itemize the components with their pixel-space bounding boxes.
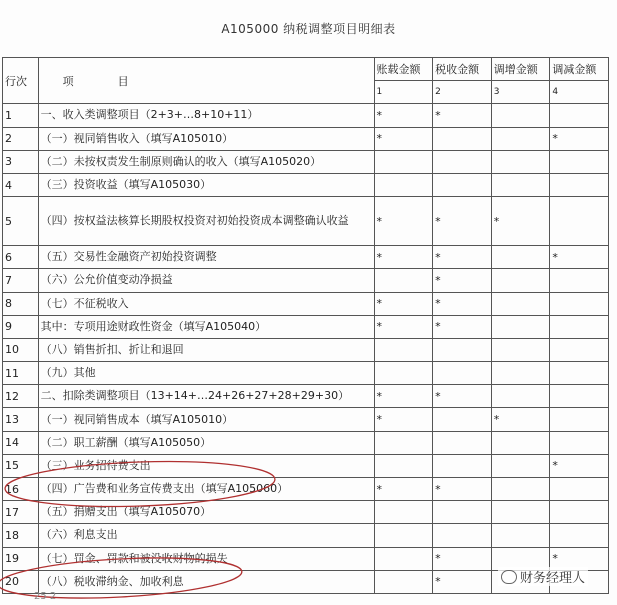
row-item: （二）未按权责发生制原则确认的收入（填写A105020）	[38, 150, 374, 173]
cell-col-1	[374, 570, 433, 593]
header-col-4: 调减金额	[550, 58, 609, 81]
table-row	[3, 104, 609, 127]
header-row-no: 行次	[3, 58, 39, 104]
cell-col-2: *	[433, 269, 492, 292]
row-item: （四）按权益法核算长期股权投资对初始投资成本调整确认收益	[38, 197, 374, 246]
row-item: （七）罚金、罚款和被没收财物的损失	[38, 547, 374, 570]
row-number: 10	[3, 338, 39, 361]
cell-col-2	[433, 127, 492, 150]
row-number: 15	[3, 454, 39, 477]
cell-col-2	[433, 431, 492, 454]
row-item: （四）广告费和业务宣传费支出（填写A105060）	[38, 478, 374, 501]
table-row	[3, 338, 609, 361]
cell-col-3	[491, 385, 550, 408]
cell-col-3	[491, 431, 550, 454]
cell-col-4	[550, 269, 609, 292]
table-row	[3, 127, 609, 150]
row-number: 14	[3, 431, 39, 454]
cell-col-1	[374, 524, 433, 547]
table-row	[3, 524, 609, 547]
cell-col-1: *	[374, 315, 433, 338]
row-item: （七）不征税收入	[38, 292, 374, 315]
row-number: 3	[3, 150, 39, 173]
header-col-2: 税收金额	[433, 58, 492, 81]
row-item: （六）利息支出	[38, 524, 374, 547]
row-item: （五）捐赠支出（填写A105070）	[38, 501, 374, 524]
cell-col-2: *	[433, 385, 492, 408]
cell-col-2	[433, 408, 492, 431]
table-row	[3, 408, 609, 431]
cell-col-1: *	[374, 408, 433, 431]
row-number: 9	[3, 315, 39, 338]
row-item: （一）视同销售成本（填写A105010）	[38, 408, 374, 431]
header-row	[3, 58, 609, 81]
cell-col-3: *	[491, 197, 550, 246]
table-row	[3, 385, 609, 408]
row-item: 二、扣除类调整项目（13+14+…24+26+27+28+29+30）	[38, 385, 374, 408]
cell-col-3: *	[491, 408, 550, 431]
row-item: （三）投资收益（填写A105030）	[38, 173, 374, 196]
cell-col-1: *	[374, 385, 433, 408]
cell-col-1: *	[374, 104, 433, 127]
cell-col-4	[550, 173, 609, 196]
cell-col-1	[374, 547, 433, 570]
cell-col-3	[491, 269, 550, 292]
row-number: 2	[3, 127, 39, 150]
table-row	[3, 315, 609, 338]
cell-col-4: *	[550, 547, 609, 570]
table-row	[3, 246, 609, 269]
cell-col-2: *	[433, 315, 492, 338]
row-number: 4	[3, 173, 39, 196]
cell-col-2	[433, 150, 492, 173]
table-row	[3, 197, 609, 246]
cell-col-4	[550, 104, 609, 127]
cell-col-4	[550, 315, 609, 338]
row-number: 5	[3, 197, 39, 246]
cell-col-4	[550, 197, 609, 246]
cell-col-1	[374, 362, 433, 385]
table-row	[3, 150, 609, 173]
cell-col-2: *	[433, 478, 492, 501]
watermark-label	[498, 567, 588, 586]
table-row	[3, 173, 609, 196]
cell-col-1	[374, 431, 433, 454]
row-number: 7	[3, 269, 39, 292]
cell-col-2	[433, 362, 492, 385]
row-item: 一、收入类调整项目（2+3+…8+10+11）	[38, 104, 374, 127]
header-num-3: 3	[491, 81, 550, 104]
row-item: （五）交易性金融资产初始投资调整	[38, 246, 374, 269]
header-num-4: 4	[550, 81, 609, 104]
cell-col-2: *	[433, 547, 492, 570]
cell-col-1: *	[374, 478, 433, 501]
cell-col-1: *	[374, 197, 433, 246]
cell-col-2: *	[433, 570, 492, 593]
row-item: （八）税收滞纳金、加收利息	[38, 570, 374, 593]
row-number: 8	[3, 292, 39, 315]
cell-col-4: *	[550, 454, 609, 477]
cell-col-3	[491, 338, 550, 361]
cell-col-2	[433, 524, 492, 547]
row-number: 12	[3, 385, 39, 408]
cell-col-1	[374, 150, 433, 173]
row-item: （二）职工薪酬（填写A105050）	[38, 431, 374, 454]
cell-col-4	[550, 292, 609, 315]
cell-col-2: *	[433, 197, 492, 246]
row-item: （一）视同销售收入（填写A105010）	[38, 127, 374, 150]
cell-col-2: *	[433, 292, 492, 315]
cell-col-3	[491, 173, 550, 196]
cell-col-3	[491, 315, 550, 338]
cell-col-4	[550, 362, 609, 385]
cell-col-4	[550, 478, 609, 501]
cell-col-4: *	[550, 246, 609, 269]
cell-col-2: *	[433, 246, 492, 269]
cell-col-2: *	[433, 104, 492, 127]
row-item: 其中：专项用途财政性资金（填写A105040）	[38, 315, 374, 338]
cell-col-1	[374, 454, 433, 477]
row-number: 18	[3, 524, 39, 547]
table-title: A105000 纳税调整项目明细表	[221, 22, 396, 36]
cell-col-1	[374, 501, 433, 524]
cell-col-3	[491, 478, 550, 501]
cell-col-1	[374, 269, 433, 292]
adjustment-table	[2, 57, 609, 594]
cell-col-1: *	[374, 246, 433, 269]
cell-col-3	[491, 524, 550, 547]
table-row	[3, 292, 609, 315]
cell-col-4	[550, 524, 609, 547]
cell-col-4	[550, 150, 609, 173]
row-item: （九）其他	[38, 362, 374, 385]
row-number: 16	[3, 478, 39, 501]
cell-col-3	[491, 454, 550, 477]
cell-col-3	[491, 362, 550, 385]
cell-col-3	[491, 501, 550, 524]
row-number: 13	[3, 408, 39, 431]
row-number: 17	[3, 501, 39, 524]
cell-col-4	[550, 338, 609, 361]
row-number: 11	[3, 362, 39, 385]
cell-col-2	[433, 173, 492, 196]
cell-col-3	[491, 127, 550, 150]
cell-col-3	[491, 150, 550, 173]
row-item: （六）公允价值变动净损益	[38, 269, 374, 292]
header-num-1: 1	[374, 81, 433, 104]
header-col-1: 账载金额	[374, 58, 433, 81]
table-row	[3, 431, 609, 454]
cell-col-4: *	[550, 127, 609, 150]
watermark-small: 25 2	[34, 591, 57, 602]
row-number: 20	[3, 570, 39, 593]
header-col-3: 调增金额	[491, 58, 550, 81]
header-item: 项 目	[38, 58, 374, 104]
cell-col-3	[491, 292, 550, 315]
header-num-2: 2	[433, 81, 492, 104]
watermark-text: 财务经理人	[520, 571, 586, 586]
cell-col-1	[374, 338, 433, 361]
row-number: 1	[3, 104, 39, 127]
cell-col-1: *	[374, 292, 433, 315]
cell-col-2	[433, 501, 492, 524]
table-row	[3, 478, 609, 501]
row-item: （八）销售折扣、折让和退回	[38, 338, 374, 361]
cell-col-2	[433, 338, 492, 361]
cell-col-2	[433, 454, 492, 477]
cell-col-4	[550, 408, 609, 431]
table-row	[3, 362, 609, 385]
cell-col-3	[491, 246, 550, 269]
cell-col-1	[374, 173, 433, 196]
row-item: （三）业务招待费支出	[38, 454, 374, 477]
cell-col-4	[550, 501, 609, 524]
row-number: 6	[3, 246, 39, 269]
cell-col-1: *	[374, 127, 433, 150]
cell-col-4	[550, 431, 609, 454]
table-row	[3, 269, 609, 292]
cell-col-3	[491, 104, 550, 127]
cell-col-4	[550, 385, 609, 408]
table-row	[3, 501, 609, 524]
wechat-icon	[501, 570, 517, 584]
row-number: 19	[3, 547, 39, 570]
table-row	[3, 454, 609, 477]
